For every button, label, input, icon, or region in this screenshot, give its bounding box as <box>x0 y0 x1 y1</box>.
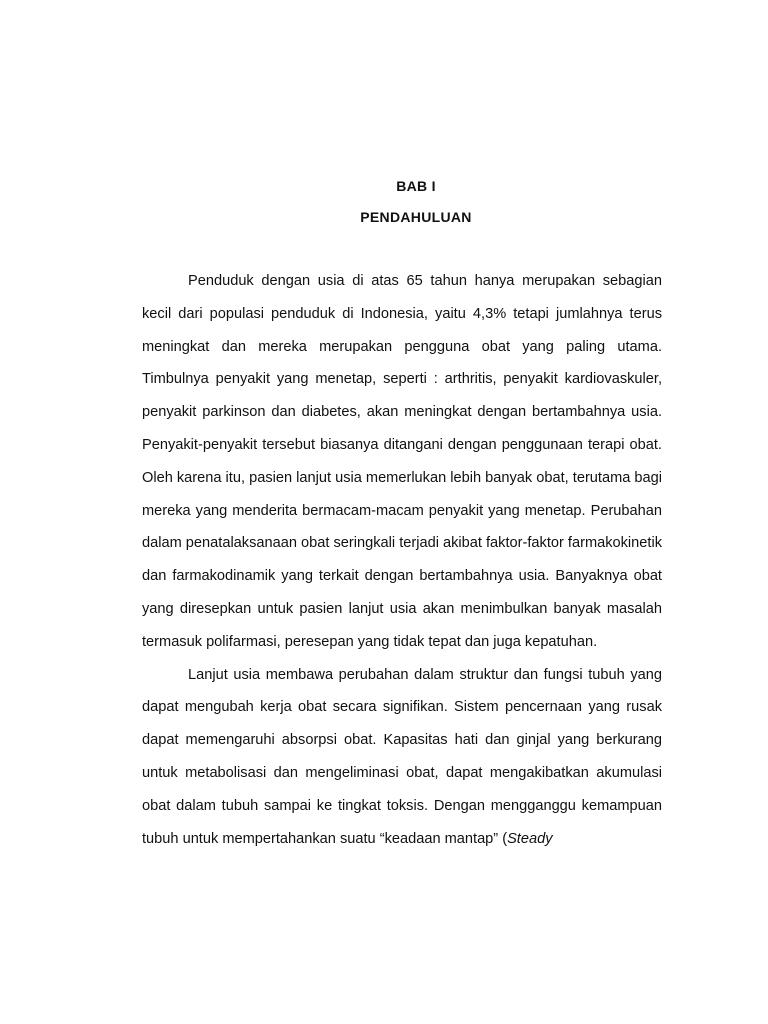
paragraph-2-text: Lanjut usia membawa perubahan dalam struktur dan fungsi tubuh yang dapat mengubah kerja obat secara signifikan. Sistem pencernaan yang rusak dapat memengaruhi absorpsi obat. Kapasitas hati dan ginjal yang berkurang untuk metabolisasi dan mengeliminasi obat, dapat mengakibatkan akumulasi obat dalam tubuh sampai ke tingkat toksis. Dengan mengganggu kemampuan tubuh untuk mempertahankan suatu “keadaan mantap” ( <box>142 666 662 847</box>
paragraph-1: Penduduk dengan usia di atas 65 tahun hanya merupakan sebagian kecil dari populasi penduduk di Indonesia, yaitu 4,3% tetapi jumlahnya terus meningkat dan mereka merupakan pengguna obat yang paling utama. Timbulnya penyakit yang menetap, seperti : arthritis, penyakit kardiovaskuler, penyakit parkinson dan diabetes, akan meningkat dengan bertambahnya usia. Penyakit-penyakit tersebut biasanya ditangani dengan penggunaan terapi obat. Oleh karena itu, pasien lanjut usia memerlukan lebih banyak obat, terutama bagi mereka yang menderita bermacam-macam penyakit yang menetap. Perubahan dalam penatalaksanaan obat seringkali terjadi akibat faktor-faktor farmakokinetik dan farmakodinamik yang terkait dengan bertambahnya usia. Banyaknya obat yang diresepkan untuk pasien lanjut usia akan menimbulkan banyak masalah termasuk polifarmasi, peresepan yang tidak tepat dan juga kepatuhan. <box>142 273 663 650</box>
paragraph-2-emphasis: Steady <box>507 830 553 847</box>
body-text <box>142 265 662 855</box>
chapter-number: BAB I <box>396 178 436 194</box>
chapter-title: PENDAHULUAN <box>360 209 472 225</box>
paragraph-2 <box>142 659 662 856</box>
